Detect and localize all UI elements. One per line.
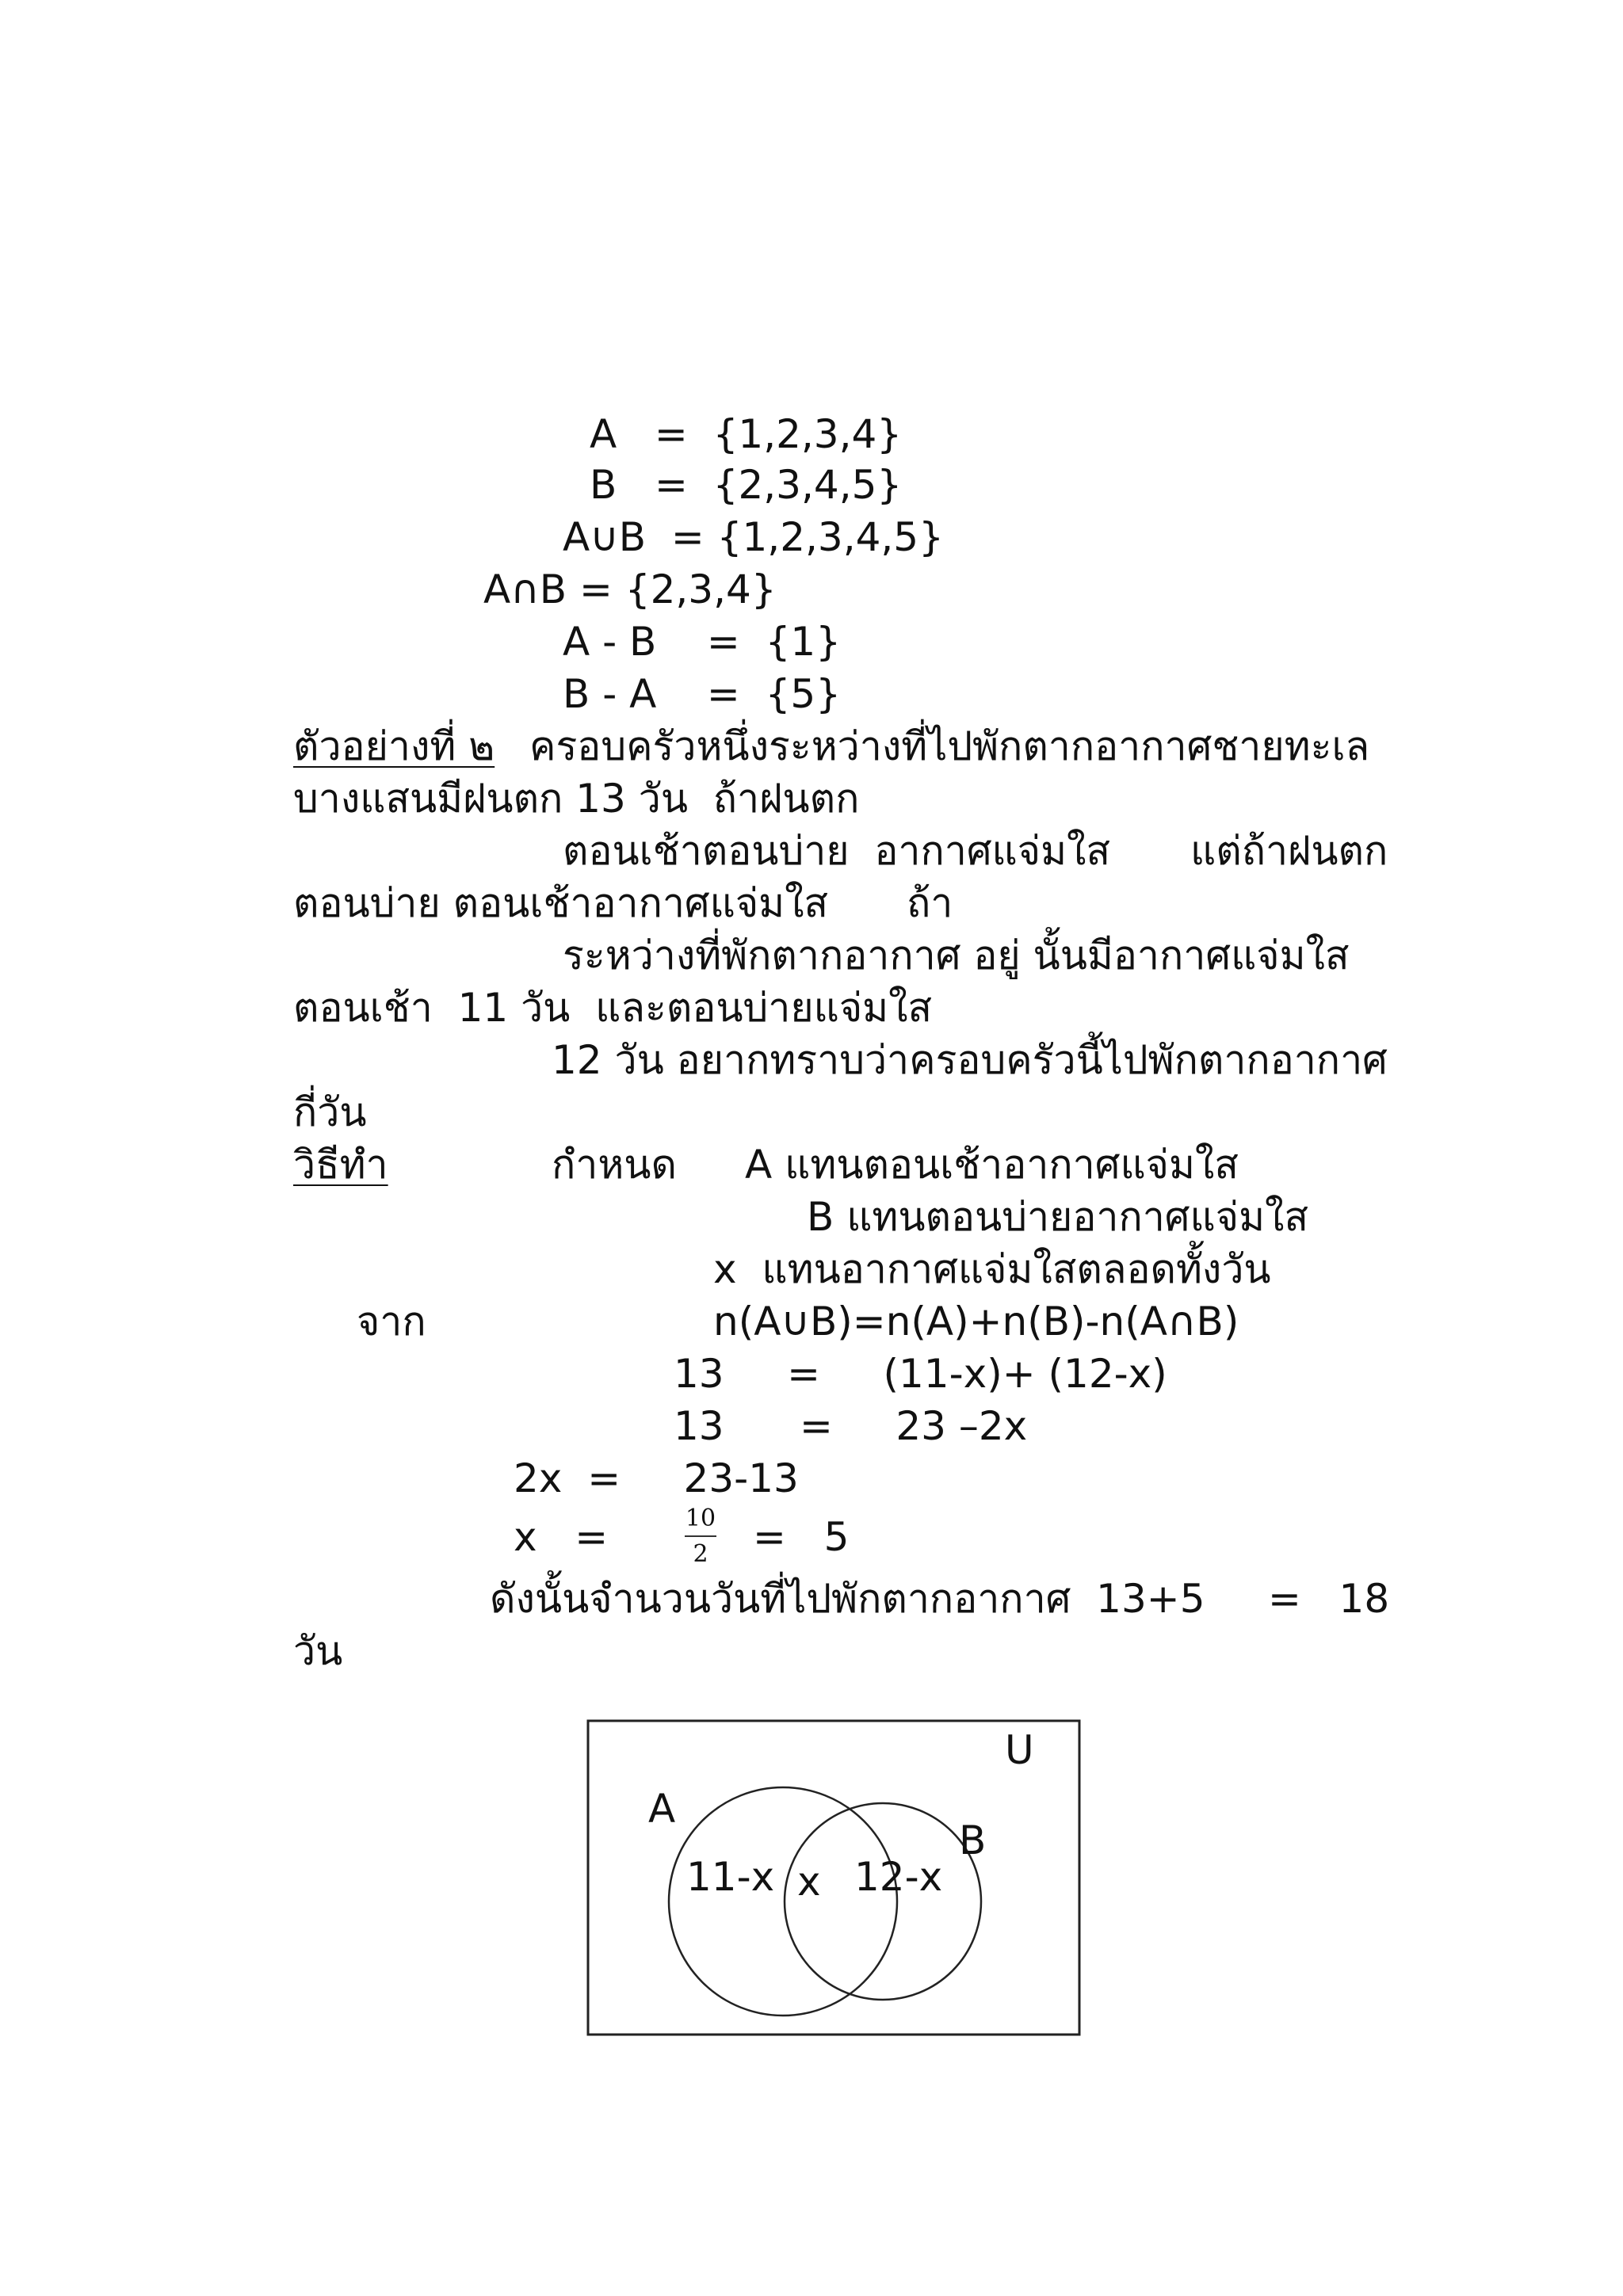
a-minus-b-result: A - B = {1} (563, 619, 842, 665)
union-result: A∪B = {1,2,3,4,5} (563, 514, 944, 560)
example-text-line-4a: ตอนบ่าย ตอนเช้าอากาศแจ่มใส (293, 880, 829, 926)
from-label: จาก (357, 1299, 426, 1344)
example-heading: ตัวอย่างที่ ๒ (293, 723, 495, 769)
region-intersection: x (797, 1859, 821, 1905)
conclusion-unit: วัน (293, 1628, 343, 1674)
conclusion-text: ดังนั้นจำนวนวันที่ไปพักตากอากาศ 13+5 = 18 (490, 1576, 1390, 1622)
universe-label: U (1005, 1727, 1034, 1773)
set-b-label: B (959, 1817, 987, 1863)
fraction-denominator: 2 (693, 1540, 708, 1568)
example-text-line-1: ครอบครัวหนึ่งระหว่างที่ไปพักตากอากาศชายทะเล (529, 723, 1370, 769)
equation-4-right: = 5 (753, 1514, 850, 1560)
set-a-circle (669, 1787, 897, 2016)
example-text-line-6: ตอนเช้า 11 วัน และตอนบ่ายแจ่มใส (293, 985, 933, 1031)
equation-2: 13 = 23 –2x (674, 1403, 1028, 1449)
definition-b: B แทนตอนบ่ายอากาศแจ่มใส (807, 1194, 1308, 1240)
example-text-line-3a: ตอนเช้าตอนบ่าย อากาศแจ่มใส (563, 828, 1110, 874)
example-text-line-4b: ถ้า (907, 880, 953, 926)
equation-3: 2x = 23-13 (514, 1455, 799, 1501)
equation-1: 13 = (11-x)+ (12-x) (674, 1351, 1167, 1397)
intersection-result: A∩B = {2,3,4} (483, 566, 777, 612)
fraction-numerator: 10 (685, 1505, 716, 1532)
union-formula: n(A∪B)=n(A)+n(B)-n(A∩B) (713, 1299, 1239, 1344)
example-text-line-7: 12 วัน อยากทราบว่าครอบครัวนี้ไปพักตากอากาศ (552, 1037, 1388, 1083)
example-text-line-3b: แต่ถ้าฝนตก (1190, 828, 1388, 874)
equation-4-left: x = (514, 1514, 609, 1560)
definition-a: A แทนตอนเช้าอากาศแจ่มใส (745, 1142, 1239, 1188)
region-a-only: 11-x (686, 1854, 775, 1900)
solution-heading: วิธีทำ (293, 1142, 388, 1188)
example-text-line-8: กี่วัน (293, 1089, 367, 1135)
set-b-definition: B = {2,3,4,5} (590, 462, 903, 508)
example-text-line-5: ระหว่างที่พักตากอากาศ อยู่ นั้นมีอากาศแจ่มใส (563, 933, 1350, 978)
define-label: กำหนด (552, 1142, 677, 1188)
set-a-definition: A = {1,2,3,4} (590, 411, 903, 457)
example-text-line-2: บางแสนมีฝนตก 13 วัน ถ้าฝนตก (293, 776, 860, 822)
definition-x: x แทนอากาศแจ่มใสตลอดทั้งวัน (713, 1246, 1271, 1292)
set-a-label: A (648, 1786, 676, 1832)
region-b-only: 12-x (854, 1854, 943, 1900)
b-minus-a-result: B - A = {5} (563, 671, 842, 717)
